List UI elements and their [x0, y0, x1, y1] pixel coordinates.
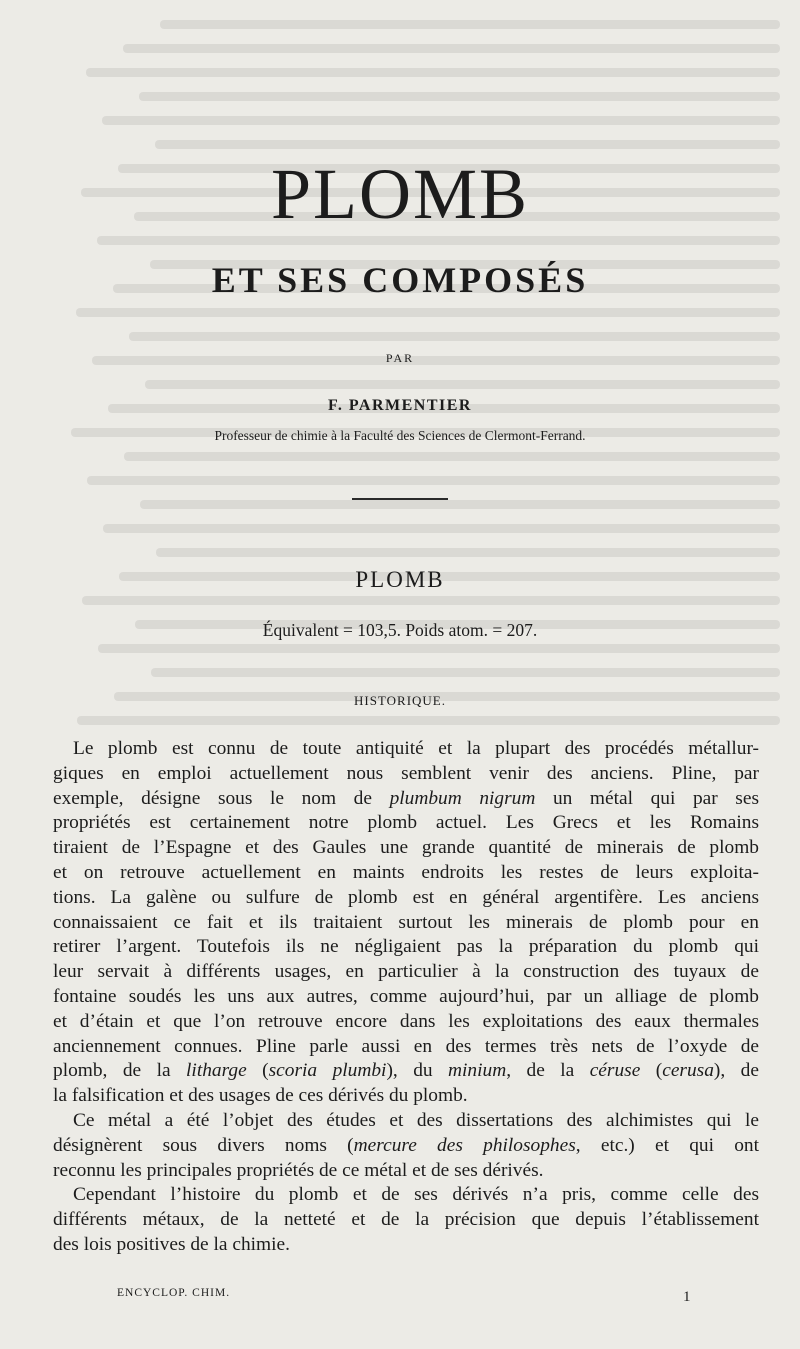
text-run: giques en emploi actuellement nous semblent venir des anciens. Pline, par — [53, 762, 759, 784]
text-run: un métal qui par ses — [535, 787, 760, 809]
text-run: retirer l’argent. Toutefois ils ne négligaient pas la préparation du plomb qui — [53, 936, 759, 958]
italic-term: minium — [448, 1060, 507, 1082]
text-line — [53, 1233, 759, 1258]
text-line — [53, 861, 759, 886]
main-title: PLOMB — [270, 154, 530, 234]
bleed-line — [155, 140, 780, 149]
text-run: des lois positives de la chimie. — [53, 1233, 290, 1255]
text-run: anciennement connues. Pline parle aussi en des termes très nets de l’oxyde de — [53, 1035, 759, 1057]
text-line — [53, 1084, 759, 1109]
text-run: fontaine soudés les uns aux autres, comme aujourd’hui, par un alliage de plomb — [53, 985, 759, 1007]
text-line — [53, 811, 759, 836]
text-run: Ce métal a été l’objet des études et des dissertations des alchimistes qui le — [73, 1109, 759, 1131]
footer-running-title: ENCYCLOP. CHIM. — [117, 1287, 231, 1299]
bleed-line — [102, 116, 780, 125]
italic-term: plumbum nigrum — [389, 787, 536, 809]
text-run: Le plomb est connu de toute antiquité et la plupart des procédés métallur- — [73, 738, 759, 759]
body-text — [53, 737, 759, 1258]
text-run: la falsification et des usages de ces dérivés du plomb. — [53, 1085, 468, 1107]
bleed-line — [129, 332, 780, 341]
italic-term: litharge — [186, 1060, 247, 1082]
text-line — [53, 935, 759, 960]
text-line — [53, 1059, 759, 1084]
text-line — [53, 911, 759, 936]
section-title: PLOMB — [355, 567, 445, 592]
text-line — [53, 1208, 759, 1233]
bleed-line — [156, 548, 780, 557]
author-affiliation: Professeur de chimie à la Faculté des Sciences de Clermont-Ferrand. — [214, 428, 586, 443]
text-run: différents métaux, de la netteté et de la précision que depuis l’établissement — [53, 1209, 759, 1231]
italic-term: scoria plumbi — [268, 1060, 387, 1082]
page-number: 1 — [683, 1289, 691, 1305]
text-run: ( — [640, 1060, 663, 1082]
text-line — [53, 737, 759, 762]
text-run: connaissaient ce fait et ils traitaient surtout les minerais de plomb pour en — [53, 911, 759, 933]
bleed-line — [151, 668, 780, 677]
text-run: reconnu les principales propriétés de ce métal et de ses dérivés. — [53, 1159, 544, 1181]
text-run: , etc.) et qui ont — [575, 1134, 759, 1156]
bleed-line — [82, 596, 780, 605]
text-line — [53, 1159, 759, 1184]
text-line — [53, 1010, 759, 1035]
text-line — [53, 762, 759, 787]
text-line — [53, 1183, 759, 1208]
text-line — [53, 787, 759, 812]
text-run: tiraient de l’Espagne et des Gaules une grande quantité de minerais de plomb — [53, 837, 759, 859]
bleed-line — [123, 44, 780, 53]
bleed-line — [87, 476, 780, 485]
bleed-line — [77, 716, 780, 725]
text-line — [53, 836, 759, 861]
text-run: exemple, désigne sous le nom de — [53, 787, 390, 809]
italic-term: mercure des philosophes — [353, 1134, 576, 1156]
text-run: et d’étain et que l’on retrouve encore dans les exploitations des eaux thermales — [53, 1010, 759, 1032]
bleed-line — [97, 236, 780, 245]
text-run: , de la — [506, 1060, 590, 1082]
bleed-line — [145, 380, 780, 389]
text-run: Cependant l’histoire du plomb et de ses dérivés n’a pris, comme celle des — [73, 1184, 759, 1206]
bleed-line — [139, 92, 780, 101]
italic-term: céruse — [589, 1060, 641, 1082]
text-line — [53, 1134, 759, 1159]
bleed-line — [103, 524, 780, 533]
by-line: PAR — [385, 351, 415, 365]
bleed-line — [160, 20, 780, 29]
text-line — [53, 960, 759, 985]
equivalent-line: Équivalent = 103,5. Poids atom. = 207. — [262, 620, 538, 640]
text-run: ), du — [386, 1060, 449, 1082]
bleed-line — [124, 452, 780, 461]
subsection-heading: HISTORIQUE. — [353, 693, 446, 708]
text-run: leur servait à différents usages, en particulier à la construction des tuyaux de — [53, 961, 759, 983]
subtitle: ET SES COMPOSÉS — [211, 260, 589, 300]
italic-term: cerusa — [662, 1060, 714, 1082]
text-line — [53, 1035, 759, 1060]
text-line — [53, 1109, 759, 1134]
text-run: ( — [246, 1060, 269, 1082]
bleed-line — [140, 500, 780, 509]
text-line — [53, 886, 759, 911]
bleed-through-texture — [40, 0, 780, 760]
author-name: F. PARMENTIER — [328, 397, 472, 414]
bleed-line — [76, 308, 780, 317]
text-run: plomb, de la — [53, 1060, 187, 1082]
bleed-line — [86, 68, 780, 77]
bleed-line — [98, 644, 780, 653]
text-run: propriétés est certainement notre plomb actuel. Les Grecs et les Romains — [53, 812, 759, 834]
separator-rule — [352, 498, 448, 500]
text-line — [53, 985, 759, 1010]
text-run: et on retrouve actuellement en maints endroits les restes de leurs exploita- — [53, 861, 759, 883]
text-run: désignèrent sous divers noms ( — [53, 1134, 354, 1156]
text-run: ), de — [713, 1060, 759, 1082]
text-run: tions. La galène ou sulfure de plomb est en général argentifère. Les anciens — [53, 886, 759, 908]
